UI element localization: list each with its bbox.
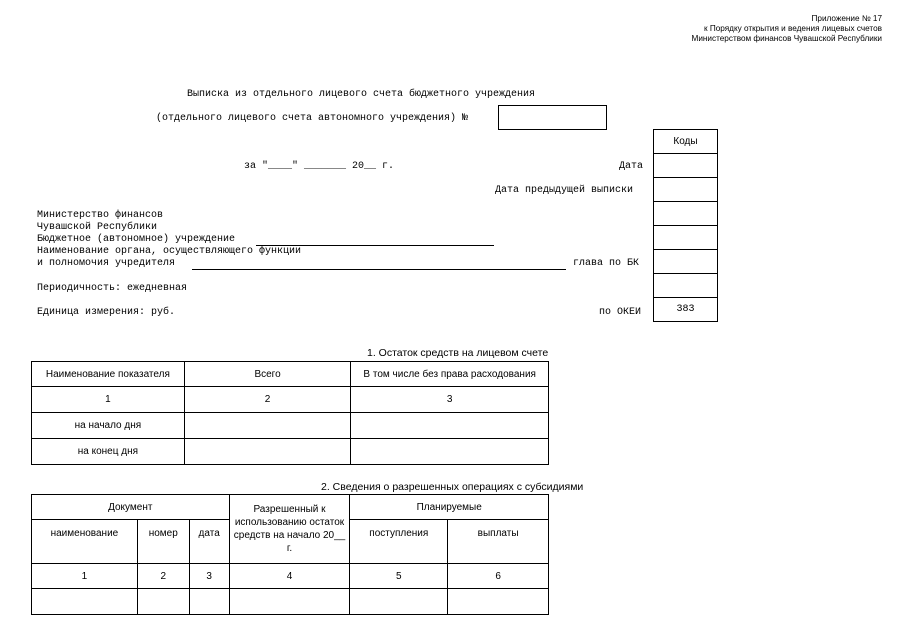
col-num: 5 [350, 564, 448, 589]
table-row [32, 413, 549, 439]
codes-column [653, 129, 718, 322]
value-cell[interactable] [351, 439, 549, 465]
col-doc-date: дата [189, 520, 229, 564]
value-cell[interactable] [184, 413, 351, 439]
code-prev-date-cell[interactable] [654, 178, 717, 202]
col-doc-number: номер [137, 520, 189, 564]
row-label-start: на начало дня [32, 413, 185, 439]
col-receipts: поступления [350, 520, 448, 564]
doc-group-header: Документ [32, 495, 230, 520]
balance-table [31, 361, 549, 465]
value-cell[interactable] [351, 413, 549, 439]
col-num: 2 [137, 564, 189, 589]
col-num: 1 [32, 387, 185, 413]
col-indicator-name: Наименование показателя [32, 362, 185, 387]
allowed-balance-header: Разрешенный к использованию остаток средств на начало 20__ г. [229, 495, 350, 564]
table1-caption: 1. Остаток средств на лицевом счете [367, 347, 549, 359]
value-cell[interactable] [350, 589, 448, 615]
table-header-row [32, 362, 549, 387]
col-num: 4 [229, 564, 350, 589]
previous-statement-date-label: Дата предыдущей выписки [495, 185, 634, 196]
table2-caption: 2. Сведения о разрешенных операциях с субсидиями [321, 481, 584, 493]
col-num: 1 [32, 564, 138, 589]
periodicity-label: Периодичность: ежедневная [37, 283, 188, 294]
code-periodicity-cell[interactable] [654, 274, 717, 298]
planned-group-header: Планируемые [350, 495, 549, 520]
code-date-cell[interactable] [654, 154, 717, 178]
unit-label: Единица измерения: руб. [37, 307, 176, 318]
code-ministry-cell[interactable] [654, 202, 717, 226]
org-line-ministry: Министерство финансов [37, 210, 164, 221]
col-restricted: В том числе без права расходования [351, 362, 549, 387]
document-subtitle: (отдельного лицевого счета автономного учреждения) № [156, 113, 469, 124]
table-row [32, 589, 549, 615]
document-title: Выписка из отдельного лицевого счета бюджетного учреждения [187, 89, 536, 100]
value-cell[interactable] [448, 589, 549, 615]
okei-label: по ОКЕИ [599, 307, 642, 318]
row-label-end: на конец дня [32, 439, 185, 465]
org-line-founder-2: и полномочия учредителя [37, 258, 176, 269]
col-num: 6 [448, 564, 549, 589]
org-line-republic: Чувашской Республики [37, 222, 158, 233]
value-cell[interactable] [229, 589, 350, 615]
table-row [32, 439, 549, 465]
table-number-row [32, 564, 549, 589]
col-num: 2 [184, 387, 351, 413]
col-total: Всего [184, 362, 351, 387]
value-cell[interactable] [32, 589, 138, 615]
org-line-founder-1: Наименование органа, осуществляющего функции [37, 246, 302, 257]
appendix-line-2: к Порядку открытия и ведения лицевых счетов [703, 24, 882, 33]
code-okei-cell: 383 [654, 298, 717, 322]
table-number-row [32, 387, 549, 413]
codes-header: Коды [654, 130, 717, 154]
period-line: за "____" _______ 20__ г. [244, 161, 395, 172]
table-header-row [32, 495, 549, 520]
date-label: Дата [619, 161, 644, 172]
col-payments: выплаты [448, 520, 549, 564]
col-num: 3 [189, 564, 229, 589]
appendix-line-1: Приложение № 17 [811, 14, 882, 23]
glava-label: глава по БК [573, 258, 640, 269]
col-num: 3 [351, 387, 549, 413]
subsidy-operations-table [31, 494, 549, 615]
value-cell[interactable] [137, 589, 189, 615]
appendix-line-3: Министерством финансов Чувашской Республики [691, 34, 882, 43]
appendix-note [692, 14, 882, 44]
code-institution-cell[interactable] [654, 226, 717, 250]
account-number-field[interactable] [498, 105, 607, 130]
founder-underline[interactable] [192, 269, 566, 270]
value-cell[interactable] [189, 589, 229, 615]
org-line-institution: Бюджетное (автономное) учреждение [37, 234, 236, 245]
code-glava-cell[interactable] [654, 250, 717, 274]
value-cell[interactable] [184, 439, 351, 465]
col-doc-name: наименование [32, 520, 138, 564]
